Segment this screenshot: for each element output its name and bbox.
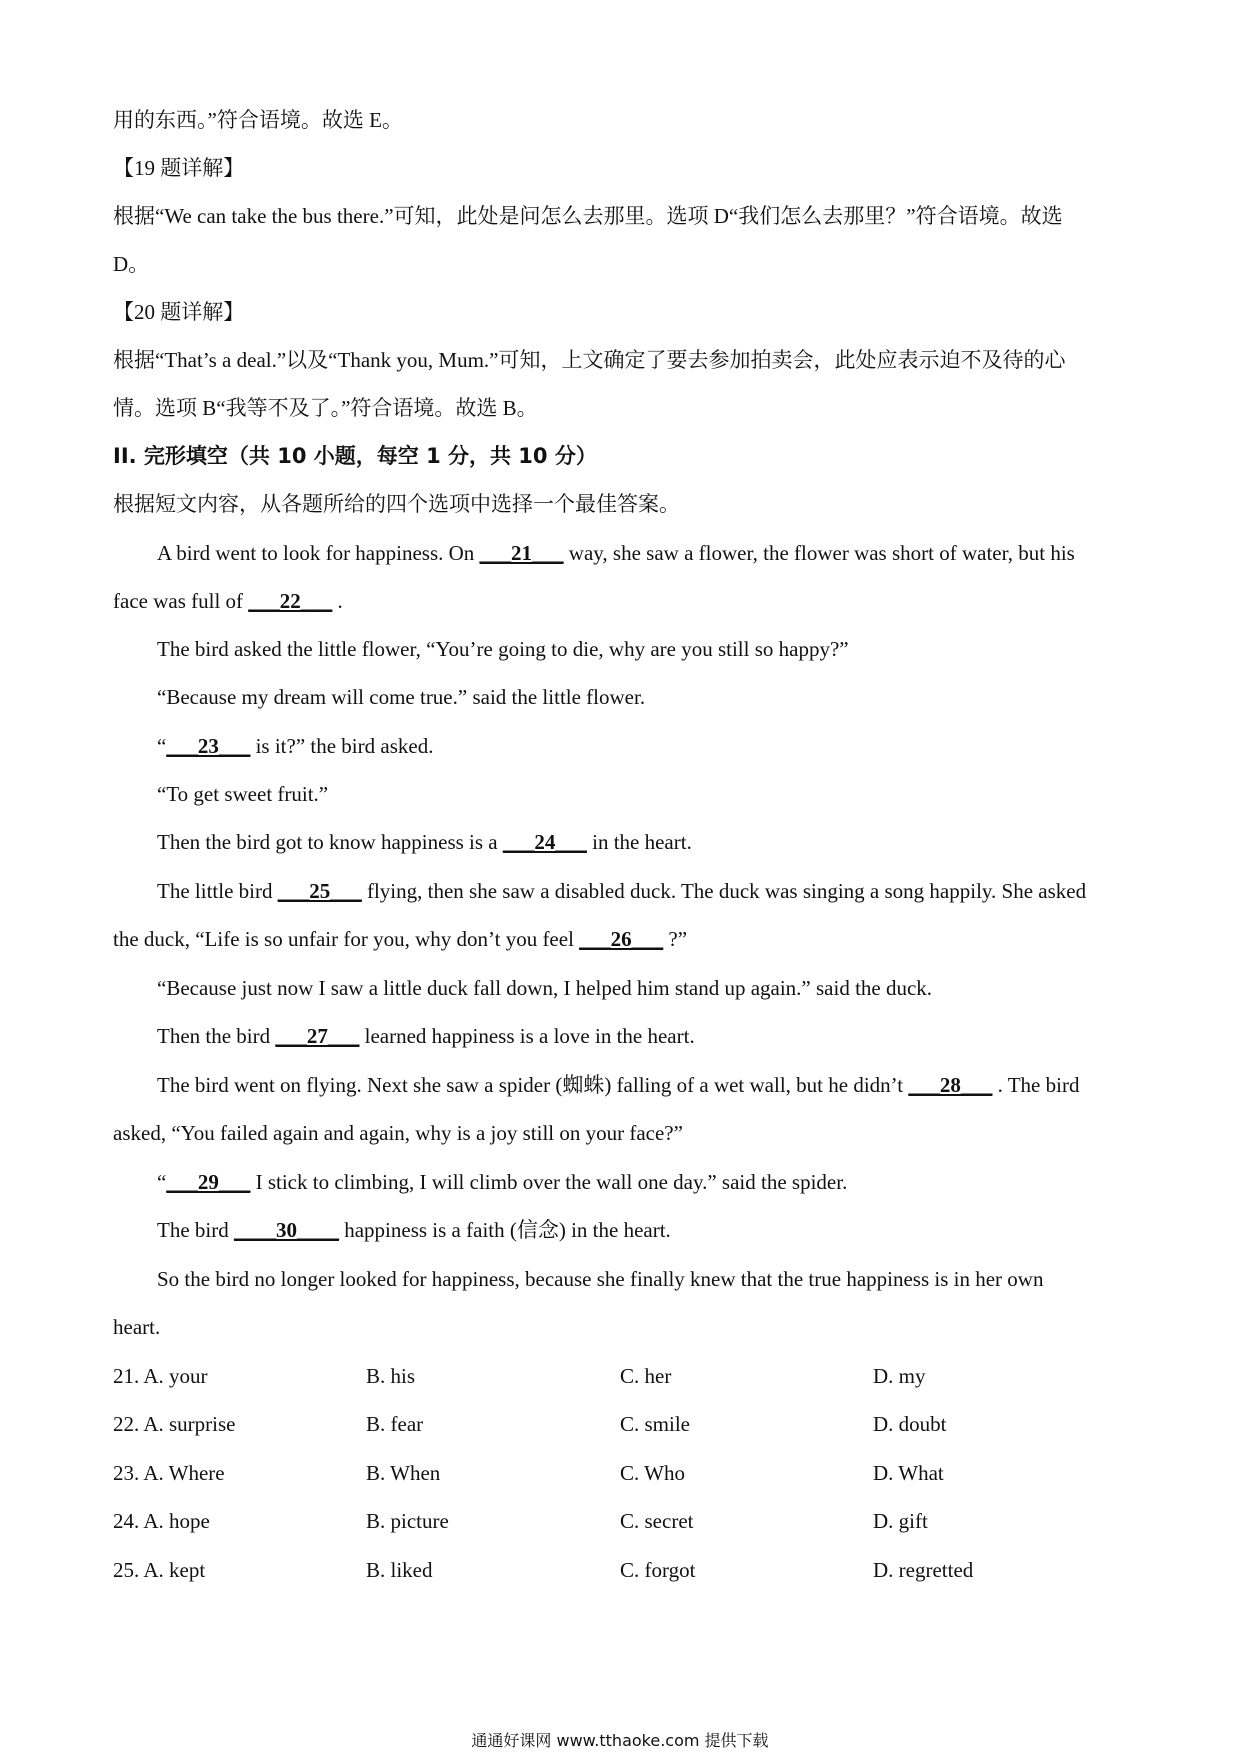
passage-line: Then the bird got to know happiness is a ___24___ in the heart. — [157, 830, 692, 854]
explanation-line: 用的东西。”符合语境。故选 E。 — [113, 108, 403, 132]
section-title: II. 完形填空（共 10 小题，每空 1 分，共 10 分） — [113, 444, 597, 468]
option-c: C. smile — [620, 1412, 691, 1436]
option-a: 21. A. your — [113, 1364, 208, 1388]
option-b: B. picture — [366, 1509, 449, 1533]
passage-line: Then the bird ___27___ learned happiness is a love in the heart. — [157, 1024, 695, 1048]
option-b: B. When — [366, 1461, 441, 1485]
option-c: C. her — [620, 1364, 672, 1388]
explanation-line: 根据“We can take the bus there.”可知，此处是问怎么去那里。选项 D“我们怎么去那里？”符合语境。故选 — [113, 204, 1063, 228]
option-a: 24. A. hope — [113, 1509, 210, 1533]
passage-line: “___23___ is it?” the bird asked. — [157, 734, 434, 758]
blank-29: ___29___ — [166, 1170, 251, 1194]
passage-line: A bird went to look for happiness. On ___21___ way, she saw a flower, the flower was short of water, but his — [157, 541, 1075, 565]
blank-22: ___22___ — [248, 589, 333, 613]
option-b: B. liked — [366, 1558, 433, 1582]
blank-25: ___25___ — [277, 879, 362, 903]
blank-30: ____30____ — [233, 1218, 339, 1242]
blank-21: ___21___ — [479, 541, 564, 565]
blank-23: ___23___ — [166, 734, 251, 758]
question-header-20: 【20 题详解】 — [113, 300, 245, 324]
option-b: B. fear — [366, 1412, 424, 1436]
passage-line: “To get sweet fruit.” — [157, 782, 329, 806]
option-d: D. gift — [873, 1509, 928, 1533]
option-b: B. his — [366, 1364, 416, 1388]
passage-line: “Because my dream will come true.” said the little flower. — [157, 685, 646, 709]
option-d: D. my — [873, 1364, 926, 1388]
blank-28: ___28___ — [908, 1073, 993, 1097]
passage-line: The bird ____30____ happiness is a faith (信念) in the heart. — [157, 1218, 671, 1242]
option-a: 25. A. kept — [113, 1558, 206, 1582]
blank-27: ___27___ — [275, 1024, 360, 1048]
blank-24: ___24___ — [502, 830, 587, 854]
passage-line: the duck, “Life is so unfair for you, why don’t you feel ___26___ ?” — [113, 927, 688, 951]
passage-line: face was full of ___22___ . — [113, 589, 343, 613]
explanation-line: D。 — [113, 252, 150, 276]
option-d: D. doubt — [873, 1412, 947, 1436]
option-c: C. Who — [620, 1461, 685, 1485]
option-a: 22. A. surprise — [113, 1412, 236, 1436]
passage-line: “___29___ I stick to climbing, I will climb over the wall one day.” said the spider. — [157, 1170, 848, 1194]
option-d: D. What — [873, 1461, 944, 1485]
option-a: 23. A. Where — [113, 1461, 225, 1485]
explanation-line: 情。选项 B“我等不及了。”符合语境。故选 B。 — [113, 396, 538, 420]
passage-line: asked, “You failed again and again, why is a joy still on your face?” — [113, 1121, 683, 1145]
question-header-19: 【19 题详解】 — [113, 156, 245, 180]
passage-line: heart. — [113, 1315, 161, 1339]
option-c: C. secret — [620, 1509, 694, 1533]
passage-line: The bird went on flying. Next she saw a spider (蜘蛛) falling of a wet wall, but he didn’t ___28___ . The bird — [157, 1073, 1080, 1097]
section-instruction: 根据短文内容，从各题所给的四个选项中选择一个最佳答案。 — [113, 492, 680, 516]
option-c: C. forgot — [620, 1558, 696, 1582]
passage-line: “Because just now I saw a little duck fall down, I helped him stand up again.” said the duck. — [157, 976, 933, 1000]
blank-26: ___26___ — [579, 927, 664, 951]
explanation-line: 根据“That’s a deal.”以及“Thank you, Mum.”可知，上文确定了要去参加拍卖会，此处应表示迫不及待的心 — [113, 348, 1066, 372]
passage-line: The bird asked the little flower, “You’re going to die, why are you still so happy?” — [157, 637, 849, 661]
passage-line: So the bird no longer looked for happiness, because she finally knew that the true happiness is in her own — [157, 1267, 1044, 1291]
page-footer: 通通好课网 www.tthaoke.com 提供下载 — [471, 1731, 769, 1750]
option-d: D. regretted — [873, 1558, 974, 1582]
passage-line: The little bird ___25___ flying, then she saw a disabled duck. The duck was singing a song happily. She asked — [157, 879, 1087, 903]
